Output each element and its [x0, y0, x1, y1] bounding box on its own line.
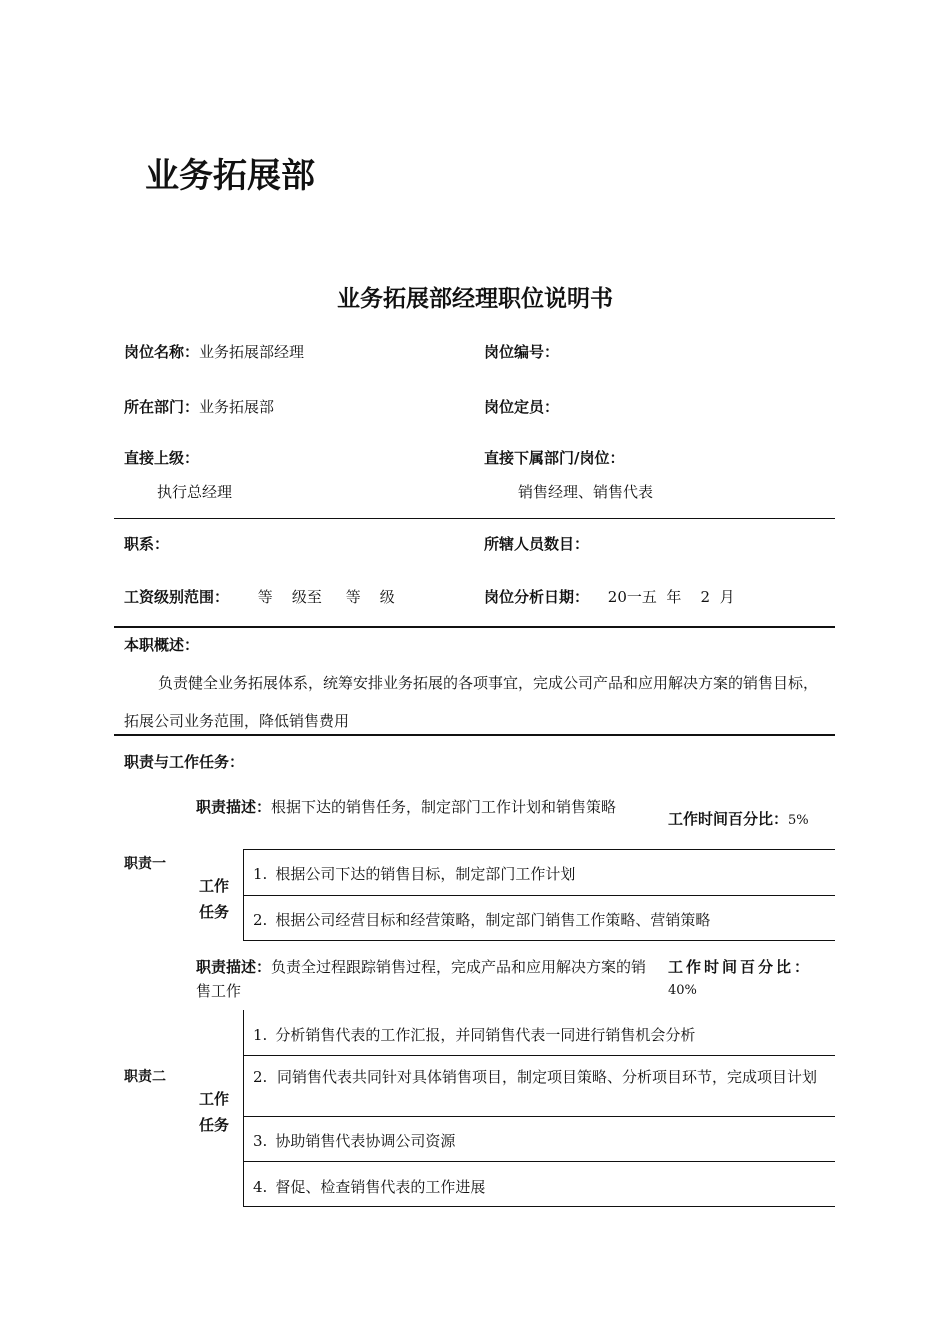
document-title: 业务拓展部经理职位说明书 [337, 286, 613, 312]
salary-label: 工资级别范围： [124, 588, 230, 606]
analysis-date-value: 20一五 年 2 月 [607, 588, 735, 606]
position-name-label: 岗位名称： [124, 343, 200, 361]
time-value: 5% [788, 813, 809, 828]
divider [114, 734, 835, 736]
task-item: 1. 根据公司下达的销售目标，制定部门工作计划 [253, 865, 576, 883]
salary-row [124, 586, 395, 607]
duty-name: 职责二 [124, 1069, 166, 1085]
task-item: 2. 同销售代表共同针对具体销售项目，制定项目策略、分析项目环节，完成项目计划 [253, 1068, 818, 1086]
headcount-label: 岗位定员： [484, 398, 560, 416]
task-label: 工作任务 [199, 877, 230, 921]
task-item: 1. 分析销售代表的工作汇报，并同销售代表一同进行销售机会分析 [253, 1026, 696, 1044]
duty-desc-label: 职责描述： [196, 798, 272, 816]
salary-value: 等 级至 等 级 [257, 588, 395, 606]
duty-description [196, 795, 656, 819]
department-label: 所在部门： [124, 398, 200, 416]
duty-time-percent [668, 808, 809, 829]
summary-text: 负责健全业务拓展体系，统筹安排业务拓展的各项事宜，完成公司产品和应用解决方案的销售目标，拓展公司业务范围，降低销售费用 [124, 674, 819, 730]
task-divider [243, 1055, 835, 1056]
time-value: 40% [668, 983, 697, 998]
task-divider [243, 1116, 835, 1117]
task-divider [243, 1161, 835, 1162]
duty-desc-label: 职责描述： [196, 958, 272, 976]
superior-label: 直接上级： [124, 449, 200, 467]
task-divider [243, 849, 835, 850]
managed-count-label: 所辖人员数目： [484, 535, 590, 553]
duty-desc-text: 根据下达的销售任务，制定部门工作计划和销售策略 [271, 798, 617, 816]
divider [114, 626, 835, 628]
task-divider [243, 1206, 835, 1207]
analysis-date-row [484, 586, 735, 607]
duties-label: 职责与工作任务： [124, 753, 245, 771]
analysis-date-label: 岗位分析日期： [484, 588, 590, 606]
subordinate-value: 销售经理、销售代表 [518, 483, 654, 501]
task-divider [243, 940, 835, 941]
position-name-value: 业务拓展部经理 [199, 343, 305, 361]
divider [114, 518, 835, 519]
position-name-row [124, 341, 304, 362]
summary-label: 本职概述： [124, 636, 200, 654]
job-series-label: 职系： [124, 535, 170, 553]
duty-desc-text: 负责全过程跟踪销售过程，完成产品和应用解决方案的销售工作 [196, 958, 647, 1000]
position-no-label: 岗位编号： [484, 343, 560, 361]
task-label: 工作任务 [199, 1090, 230, 1134]
task-divider [243, 895, 835, 896]
duty-description [196, 955, 656, 1003]
duty-name: 职责一 [124, 856, 166, 872]
department-value: 业务拓展部 [199, 398, 275, 416]
department-row [124, 396, 274, 417]
task-divider [243, 1010, 244, 1206]
task-item: 4. 督促、检查销售代表的工作进展 [253, 1178, 486, 1196]
time-label: 工作时间百分比： [668, 810, 789, 828]
task-item: 3. 协助销售代表协调公司资源 [253, 1132, 456, 1150]
superior-value: 执行总经理 [157, 483, 233, 501]
department-heading: 业务拓展部 [145, 156, 315, 196]
subordinate-label: 直接下属部门/岗位： [484, 449, 625, 467]
time-label: 工作时间百分比： [668, 958, 813, 976]
task-item: 2. 根据公司经营目标和经营策略，制定部门销售工作策略、营销策略 [253, 911, 711, 929]
